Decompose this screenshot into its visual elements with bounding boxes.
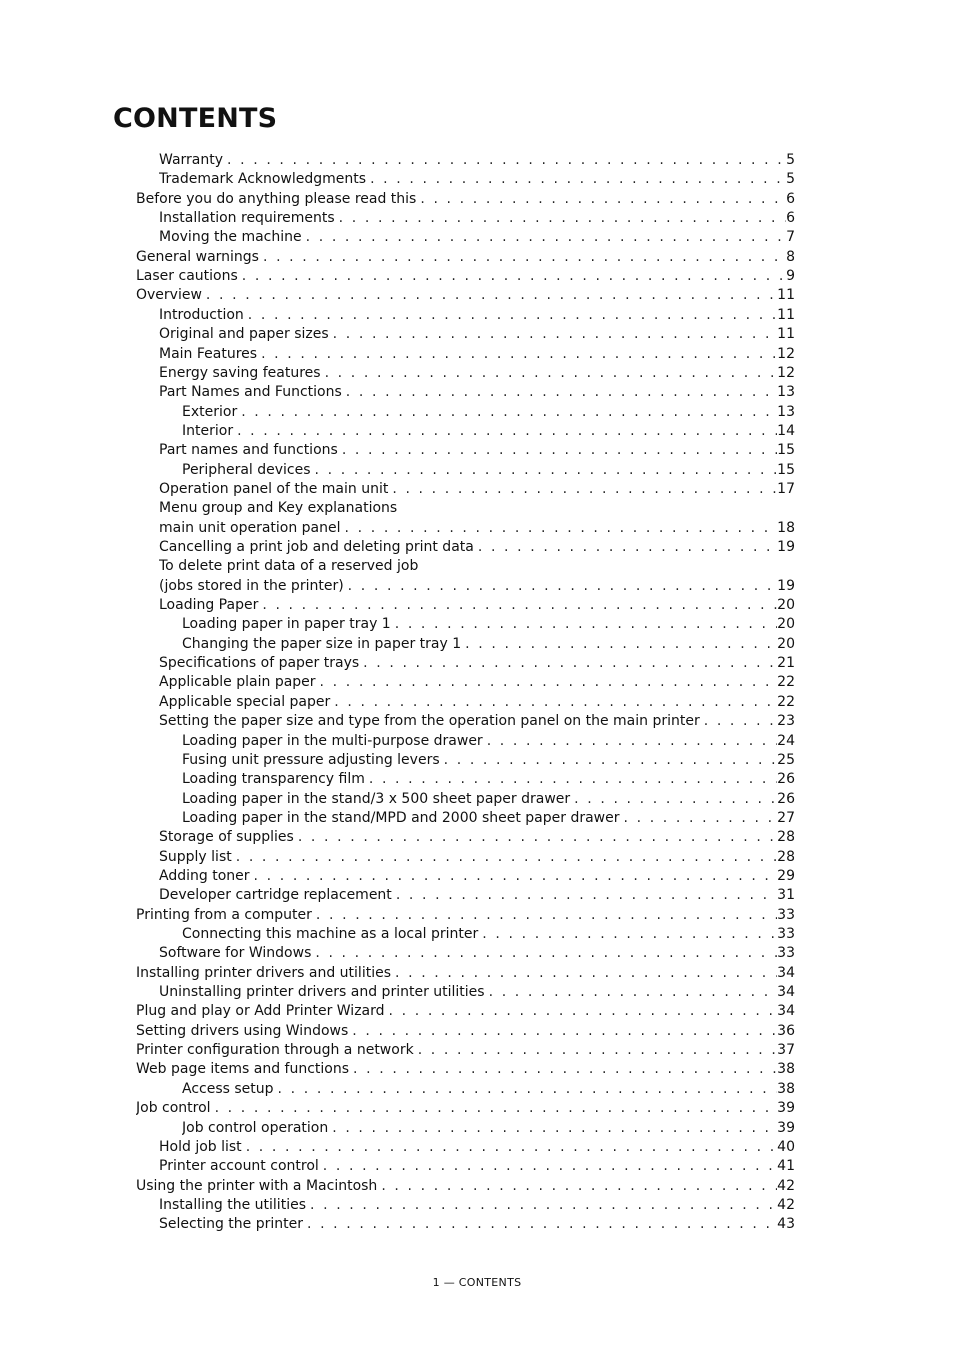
- toc-entry-title: Peripheral devices: [182, 462, 311, 478]
- toc-entry-page-number: 17: [777, 481, 795, 497]
- toc-entry-title: Loading Paper: [159, 597, 259, 613]
- toc-entry[interactable]: [182, 732, 795, 751]
- dot-leader: [302, 228, 786, 247]
- toc-entry[interactable]: [159, 1138, 795, 1157]
- toc-entry-page-number: 22: [777, 674, 795, 690]
- dot-leader: [388, 480, 777, 499]
- toc-entry-title: Hold job list: [159, 1139, 242, 1155]
- toc-entry-title: Loading paper in paper tray 1: [182, 616, 391, 632]
- dot-leader: [414, 1041, 777, 1060]
- toc-entry-page-number: 8: [786, 249, 795, 265]
- toc-entry[interactable]: [159, 944, 795, 963]
- dot-leader: [391, 964, 777, 983]
- toc-entry-page-number: 28: [777, 829, 795, 845]
- toc-entry-page-number: 33: [777, 945, 795, 961]
- toc-entry-title: Loading paper in the stand/3 x 500 sheet paper drawer: [182, 791, 571, 807]
- dot-leader: [365, 770, 777, 789]
- toc-entry-page-number: 41: [777, 1158, 795, 1174]
- toc-entry-page-number: 43: [777, 1216, 795, 1232]
- toc-entry[interactable]: [182, 461, 795, 480]
- toc-entry-title: Laser cautions: [136, 268, 238, 284]
- dot-leader: [238, 267, 786, 286]
- dot-leader: [620, 809, 778, 828]
- dot-leader: [232, 848, 777, 867]
- dot-leader: [461, 635, 777, 654]
- dot-leader: [485, 983, 778, 1002]
- toc-entry-title: Overview: [136, 287, 202, 303]
- toc-entry[interactable]: [182, 809, 795, 828]
- page-footer: 1 — CONTENTS: [432, 1276, 522, 1289]
- dot-leader: [341, 519, 778, 538]
- toc-entry[interactable]: [159, 325, 795, 344]
- toc-entry-page-number: 11: [777, 307, 795, 323]
- dot-leader: [478, 925, 777, 944]
- dot-leader: [329, 325, 778, 344]
- dot-leader: [303, 1215, 777, 1234]
- toc-entry-title: Energy saving features: [159, 365, 321, 381]
- dot-leader: [328, 1119, 777, 1138]
- toc-entry-page-number: 7: [786, 229, 795, 245]
- toc-entry[interactable]: [136, 286, 795, 305]
- toc-entry[interactable]: [159, 712, 795, 731]
- toc-entry[interactable]: [159, 596, 795, 615]
- toc-entry[interactable]: [182, 1080, 795, 1099]
- toc-entry-page-number: 6: [786, 210, 795, 226]
- toc-entry-title: Applicable special paper: [159, 694, 331, 710]
- toc-entry-title: Changing the paper size in paper tray 1: [182, 636, 462, 652]
- toc-entry[interactable]: [159, 441, 795, 460]
- toc-entry-page-number: 26: [777, 771, 795, 787]
- dot-leader: [700, 712, 777, 731]
- dot-leader: [377, 1177, 777, 1196]
- toc-entry-page-number: 24: [777, 733, 795, 749]
- toc-entry[interactable]: [159, 519, 795, 538]
- dot-leader: [258, 596, 777, 615]
- toc-entry-page-number: 20: [777, 597, 795, 613]
- toc-entry-page-number: 12: [777, 365, 795, 381]
- toc-entry-page-number: 38: [777, 1061, 795, 1077]
- dot-leader: [202, 286, 777, 305]
- toc-entry-title: Supply list: [159, 849, 232, 865]
- toc-entry[interactable]: [182, 635, 795, 654]
- toc-entry-title: Cancelling a print job and deleting print data: [159, 539, 474, 555]
- toc-entry-title: Before you do anything please read this: [136, 191, 417, 207]
- dot-leader: [385, 1002, 778, 1021]
- toc-entry[interactable]: [182, 1119, 795, 1138]
- toc-entry[interactable]: [159, 345, 795, 364]
- toc-entry[interactable]: [159, 886, 795, 905]
- toc-entry-title: Part Names and Functions: [159, 384, 342, 400]
- toc-entry-page-number: 18: [777, 520, 795, 536]
- toc-entry[interactable]: [136, 248, 795, 267]
- toc-entry-title: Uninstalling printer drivers and printer utilities: [159, 984, 485, 1000]
- dot-leader: [440, 751, 778, 770]
- toc-entry[interactable]: [182, 403, 795, 422]
- dot-leader: [294, 828, 777, 847]
- toc-entry-title: Software for Windows: [159, 945, 312, 961]
- dot-leader: [349, 1060, 777, 1079]
- toc-entry[interactable]: [159, 848, 795, 867]
- toc-entry-title: Plug and play or Add Printer Wizard: [136, 1003, 385, 1019]
- toc-entry-title: Printing from a computer: [136, 907, 312, 923]
- toc-entry[interactable]: [136, 1099, 795, 1118]
- toc-entry-title: Original and paper sizes: [159, 326, 329, 342]
- toc-entry[interactable]: [159, 480, 795, 499]
- toc-entry-title: Access setup: [182, 1081, 274, 1097]
- toc-entry[interactable]: [159, 1215, 795, 1234]
- toc-entry[interactable]: [159, 306, 795, 325]
- toc-entry[interactable]: [182, 615, 795, 634]
- toc-entry-page-number: 5: [786, 152, 795, 168]
- toc-entry-page-number: 12: [777, 346, 795, 362]
- dot-leader: [233, 422, 777, 441]
- dot-leader: [311, 944, 777, 963]
- toc-entry-page-number: 11: [777, 287, 795, 303]
- toc-entry-title: Interior: [182, 423, 234, 439]
- dot-leader: [359, 654, 777, 673]
- toc-entry-page-number: 13: [777, 384, 795, 400]
- toc-entry-title: Operation panel of the main unit: [159, 481, 389, 497]
- dot-leader: [311, 461, 778, 480]
- toc-entry-page-number: 37: [777, 1042, 795, 1058]
- dot-leader: [392, 886, 777, 905]
- dot-leader: [338, 441, 777, 460]
- toc-entry-page-number: 23: [777, 713, 795, 729]
- page-title: CONTENTS: [113, 103, 278, 134]
- dot-leader: [223, 151, 786, 170]
- toc-entry[interactable]: [159, 1157, 795, 1176]
- dot-leader: [316, 673, 778, 692]
- toc-entry-page-number: 13: [777, 404, 795, 420]
- toc-entry-page-number: 14: [777, 423, 795, 439]
- toc-entry[interactable]: [136, 964, 795, 983]
- toc-entry[interactable]: [159, 228, 795, 247]
- toc-entry[interactable]: [182, 422, 795, 441]
- toc-entry-page-number: 34: [777, 965, 795, 981]
- toc-entry-title: Installation requirements: [159, 210, 335, 226]
- toc-entry-page-number: 29: [777, 868, 795, 884]
- toc-entry-page-number: 19: [777, 578, 795, 594]
- toc-entry-page-number: 34: [777, 984, 795, 1000]
- toc-entry-page-number: 33: [777, 926, 795, 942]
- toc-entry[interactable]: [182, 770, 795, 789]
- toc-entry-page-number: 22: [777, 694, 795, 710]
- toc-entry-title: Connecting this machine as a local printer: [182, 926, 479, 942]
- toc-entry[interactable]: [136, 190, 795, 209]
- toc-entry-page-number: 21: [777, 655, 795, 671]
- dot-leader: [344, 577, 778, 596]
- dot-leader: [570, 790, 777, 809]
- dot-leader: [257, 345, 777, 364]
- toc-entry[interactable]: [136, 906, 795, 925]
- toc-entry-title: Printer account control: [159, 1158, 319, 1174]
- toc-entry-page-number: 31: [777, 887, 795, 903]
- toc-entry-title: Installing the utilities: [159, 1197, 306, 1213]
- toc-entry-page-number: 38: [777, 1081, 795, 1097]
- toc-entry-title: Developer cartridge replacement: [159, 887, 392, 903]
- toc-entry-page-number: 39: [777, 1100, 795, 1116]
- toc-entry-title: Job control operation: [182, 1120, 329, 1136]
- toc-entry-page-number: 33: [777, 907, 795, 923]
- toc-entry-title: To delete print data of a reserved job: [159, 558, 419, 574]
- toc-entry-page-number: 27: [777, 810, 795, 826]
- toc-entry[interactable]: [159, 538, 795, 557]
- toc-entry-title: Warranty: [159, 152, 224, 168]
- toc-entry-title: Installing printer drivers and utilities: [136, 965, 391, 981]
- toc-entry-title: main unit operation panel: [159, 520, 341, 536]
- toc-entry[interactable]: [182, 751, 795, 770]
- toc-entry[interactable]: [159, 654, 795, 673]
- toc-entry-title: (jobs stored in the printer): [159, 578, 344, 594]
- dot-leader: [250, 867, 778, 886]
- dot-leader: [321, 364, 778, 383]
- dot-leader: [348, 1022, 777, 1041]
- dot-leader: [342, 383, 777, 402]
- toc-entry[interactable]: [136, 1022, 795, 1041]
- toc-entry-page-number: 36: [777, 1023, 795, 1039]
- toc-entry[interactable]: [159, 673, 795, 692]
- toc-entry-title: Moving the machine: [159, 229, 302, 245]
- toc-entry[interactable]: [136, 1060, 795, 1079]
- dot-leader: [306, 1196, 777, 1215]
- dot-leader: [274, 1080, 778, 1099]
- toc-entry[interactable]: [159, 499, 397, 518]
- dot-leader: [366, 170, 786, 189]
- toc-entry[interactable]: [159, 867, 795, 886]
- dot-leader: [335, 209, 786, 228]
- dot-leader: [319, 1157, 777, 1176]
- toc-entry-title: Web page items and functions: [136, 1061, 350, 1077]
- toc-entry-title: Printer configuration through a network: [136, 1042, 414, 1058]
- toc-entry[interactable]: [159, 557, 418, 576]
- toc-entry[interactable]: [159, 209, 795, 228]
- toc-entry-page-number: 15: [777, 462, 795, 478]
- toc-entry-title: Main Features: [159, 346, 258, 362]
- dot-leader: [244, 306, 777, 325]
- toc-entry[interactable]: [159, 364, 795, 383]
- toc-entry[interactable]: [159, 1196, 795, 1215]
- dot-leader: [483, 732, 777, 751]
- toc-entry[interactable]: [182, 925, 795, 944]
- toc-entry[interactable]: [159, 693, 795, 712]
- toc-entry-title: Using the printer with a Macintosh: [136, 1178, 378, 1194]
- dot-leader: [391, 615, 777, 634]
- toc-entry-page-number: 34: [777, 1003, 795, 1019]
- toc-entry-page-number: 20: [777, 616, 795, 632]
- toc-entry-title: Menu group and Key explanations: [159, 500, 398, 516]
- dot-leader: [474, 538, 777, 557]
- dot-leader: [259, 248, 786, 267]
- dot-leader: [416, 190, 786, 209]
- toc-entry-page-number: 11: [777, 326, 795, 342]
- dot-leader: [330, 693, 777, 712]
- toc-entry[interactable]: [159, 983, 795, 1002]
- toc-entry-title: Adding toner: [159, 868, 250, 884]
- toc-entry-page-number: 42: [777, 1178, 795, 1194]
- toc-entry[interactable]: [136, 267, 795, 286]
- toc-entry-title: Specifications of paper trays: [159, 655, 360, 671]
- toc-entry-page-number: 26: [777, 791, 795, 807]
- toc-entry-page-number: 15: [777, 442, 795, 458]
- toc-entry-page-number: 28: [777, 849, 795, 865]
- toc-entry[interactable]: [136, 1002, 795, 1021]
- toc-entry[interactable]: [182, 790, 795, 809]
- toc-entry-page-number: 39: [777, 1120, 795, 1136]
- toc-entry[interactable]: [136, 1177, 795, 1196]
- toc-entry-page-number: 9: [786, 268, 795, 284]
- toc-entry-title: Loading transparency film: [182, 771, 365, 787]
- toc-entry-title: Introduction: [159, 307, 244, 323]
- toc-entry-page-number: 5: [786, 171, 795, 187]
- toc-entry-title: Loading paper in the multi-purpose drawer: [182, 733, 483, 749]
- toc-entry-title: General warnings: [136, 249, 259, 265]
- toc-entry-title: Exterior: [182, 404, 238, 420]
- toc-entry-page-number: 42: [777, 1197, 795, 1213]
- toc-entry[interactable]: [159, 577, 795, 596]
- toc-entry-title: Applicable plain paper: [159, 674, 316, 690]
- toc-entry[interactable]: [136, 1041, 795, 1060]
- toc-entry-title: Trademark Acknowledgments: [159, 171, 367, 187]
- toc-entry-page-number: 20: [777, 636, 795, 652]
- toc-entry-page-number: 25: [777, 752, 795, 768]
- toc-entry-title: Selecting the printer: [159, 1216, 303, 1232]
- toc-entry[interactable]: [159, 170, 795, 189]
- dot-leader: [242, 1138, 777, 1157]
- toc-entry-page-number: 19: [777, 539, 795, 555]
- toc-entry-page-number: 6: [786, 191, 795, 207]
- toc-entry[interactable]: [159, 383, 795, 402]
- toc-entry-title: Storage of supplies: [159, 829, 294, 845]
- toc-entry-title: Fusing unit pressure adjusting levers: [182, 752, 440, 768]
- toc-entry[interactable]: [159, 828, 795, 847]
- toc-entry-title: Setting drivers using Windows: [136, 1023, 349, 1039]
- dot-leader: [312, 906, 777, 925]
- toc-entry-title: Loading paper in the stand/MPD and 2000 sheet paper drawer: [182, 810, 620, 826]
- toc-entry-title: Part names and functions: [159, 442, 338, 458]
- toc-entry[interactable]: [159, 151, 795, 170]
- toc-entry-page-number: 40: [777, 1139, 795, 1155]
- dot-leader: [211, 1099, 778, 1118]
- toc-entry-title: Job control: [136, 1100, 211, 1116]
- dot-leader: [237, 403, 777, 422]
- toc-entry-title: Setting the paper size and type from the operation panel on the main printer: [159, 713, 700, 729]
